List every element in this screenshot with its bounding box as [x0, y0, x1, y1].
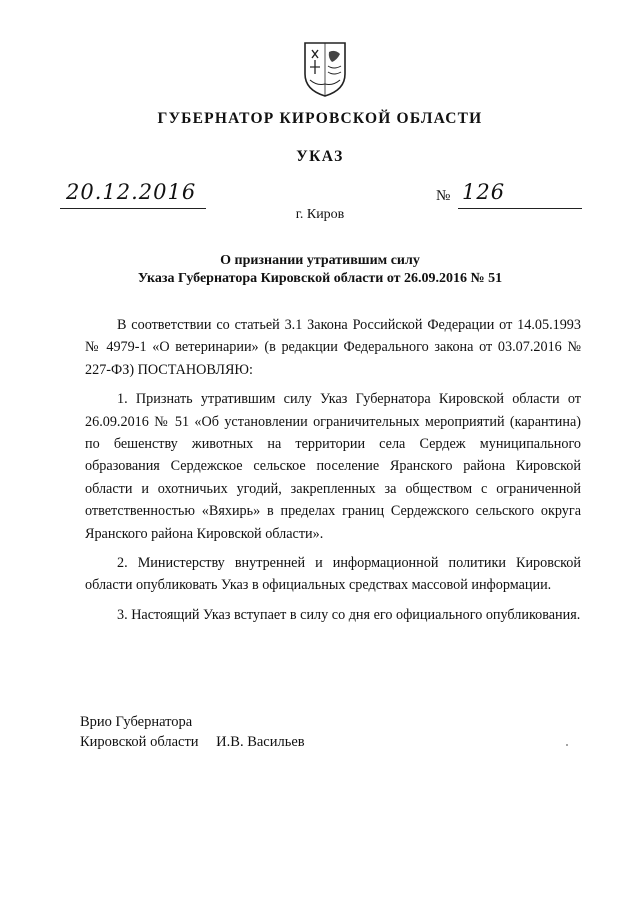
document-type: УКАЗ	[296, 148, 344, 165]
subject-line-1: О признании утратившим силу	[220, 253, 420, 268]
signatory-position-line-1: Врио Губернатора	[80, 714, 193, 730]
item-3-paragraph: 3. Настоящий Указ вступает в силу со дня его официального опубликования.	[117, 606, 581, 623]
subject-line-2: Указа Губернатора Кировской области от 26.09.2016 № 51	[137, 271, 503, 286]
document-number-field	[458, 182, 582, 209]
document-subject	[0, 252, 640, 288]
city-label: г. Киров	[295, 207, 345, 222]
handwritten-date: 20.12.2016	[66, 180, 197, 204]
kirov-region-coat-of-arms-icon	[302, 40, 348, 98]
signatory-name: И.В. Васильев	[216, 734, 305, 750]
item-1-paragraph: 1. Признать утратившим силу Указ Губернатора Кировской области от 26.09.2016 № 51 «Об установлении ограничительных мероприятий (карантина) по бешенству животных на территории села Сердеж муниципального образования Сердежское сельское поселение Яранского района Кировской области и охотничьих угодий, закрепленных за обществом с ограниченной ответственностью «Вяхирь» в пределах границ Сердежского сельского округа Яранского района Кировской области».	[85, 391, 581, 542]
signatory-row	[80, 732, 305, 752]
signature-block	[80, 712, 305, 752]
handwritten-number: 126	[462, 180, 506, 204]
preamble-paragraph: В соответствии со статьей 3.1 Закона Российской Федерации от 14.05.1993 № 4979-1 «О ветеринарии» (в редакции Федерального закона от 03.07.2016 № 227-ФЗ) ПОСТАНОВЛЯЮ:	[85, 317, 581, 378]
item-2-paragraph: 2. Министерству внутренней и информационной политики Кировской области опубликовать Указ в официальных средствах массовой информации.	[85, 555, 581, 594]
document-body	[85, 314, 581, 633]
signatory-position-line-2: Кировской области	[80, 734, 199, 750]
scan-speck	[566, 744, 568, 746]
document-date-field	[60, 182, 206, 209]
number-label: №	[436, 188, 451, 204]
governor-title: ГУБЕРНАТОР КИРОВСКОЙ ОБЛАСТИ	[157, 110, 483, 127]
